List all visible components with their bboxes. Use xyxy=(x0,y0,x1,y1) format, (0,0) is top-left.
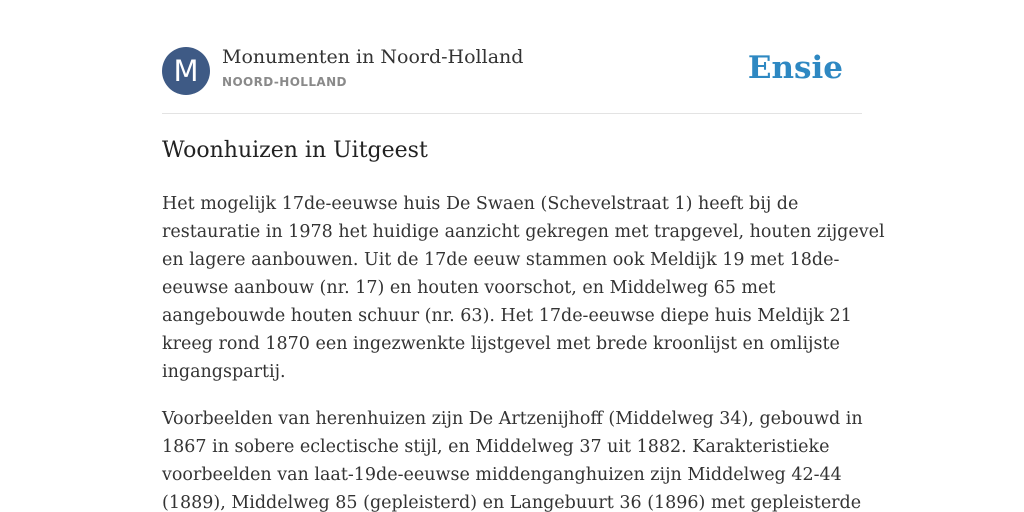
header-divider xyxy=(162,113,862,114)
avatar[interactable]: M xyxy=(162,47,210,95)
brand-logo[interactable]: Ensie xyxy=(747,50,843,86)
paragraph-line: restauratie in 1978 het huidige aanzicht gekregen met trapgevel, houten zijgevel xyxy=(162,222,885,242)
paragraph-line: (1889), Middelweg 85 (gepleisterd) en Langebuurt 36 (1896) met gepleisterde xyxy=(162,493,862,512)
site-subtitle[interactable]: NOORD-HOLLAND xyxy=(222,75,347,89)
article-body xyxy=(162,190,885,512)
paragraph-line: aangebouwde houten schuur (nr. 63). Het 17de-eeuwse diepe huis Meldijk 21 xyxy=(162,306,852,326)
paragraph-line: 1867 in sobere eclectische stijl, en Middelweg 37 uit 1882. Karakteristieke xyxy=(162,437,830,457)
site-header xyxy=(162,46,862,96)
site-title[interactable]: Monumenten in Noord-Holland xyxy=(222,46,524,68)
paragraph-line: kreeg rond 1870 een ingezwenkte lijstgevel met brede kroonlijst en omlijste xyxy=(162,334,840,354)
paragraph-line: ingangspartij. xyxy=(162,362,286,382)
paragraph-2 xyxy=(162,405,862,512)
paragraph-line: voorbeelden van laat-19de-eeuwse middenganghuizen zijn Middelweg 42-44 xyxy=(162,465,842,485)
paragraph-line: Het mogelijk 17de-eeuwse huis De Swaen (Schevelstraat 1) heeft bij de xyxy=(162,194,799,214)
paragraph-1 xyxy=(162,190,885,386)
paragraph-line: eeuwse aanbouw (nr. 17) en houten voorschot, en Middelweg 65 met xyxy=(162,278,776,298)
article-title: Woonhuizen in Uitgeest xyxy=(162,138,428,163)
paragraph-line: en lagere aanbouwen. Uit de 17de eeuw stammen ook Meldijk 19 met 18de- xyxy=(162,250,840,270)
paragraph-line: Voorbeelden van herenhuizen zijn De Artzenijhoff (Middelweg 34), gebouwd in xyxy=(162,409,863,429)
